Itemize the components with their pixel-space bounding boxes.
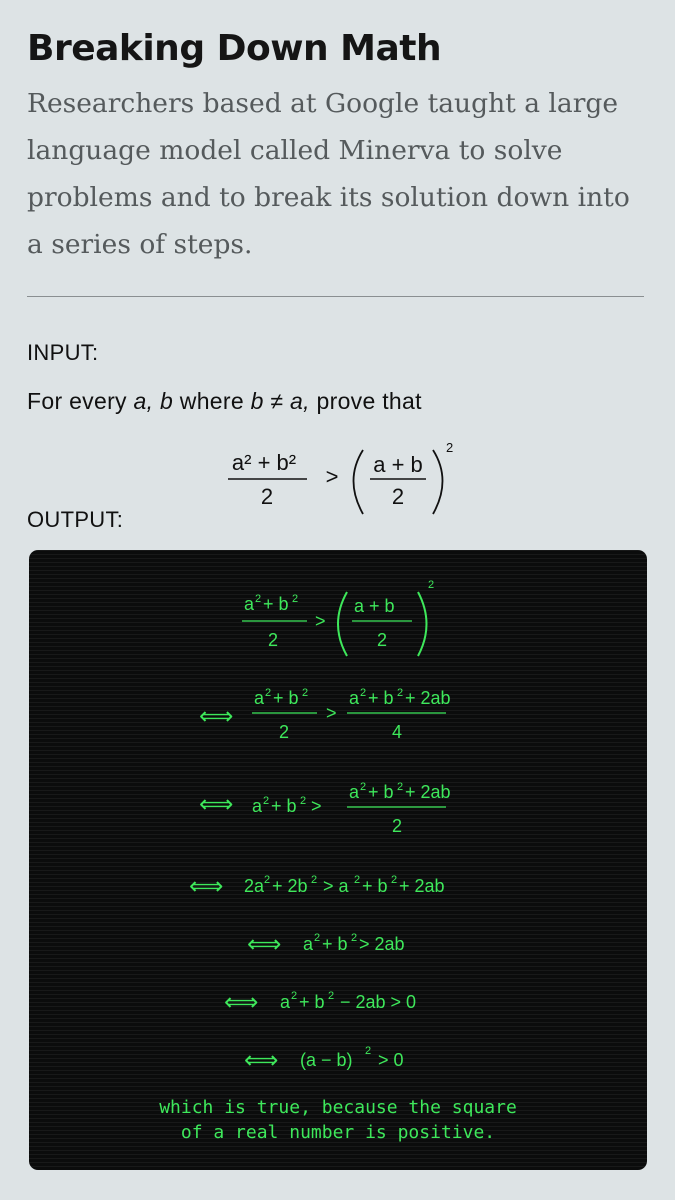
svg-text:a: a <box>254 688 265 708</box>
prompt-suffix: prove that <box>309 388 422 414</box>
svg-text:2: 2 <box>265 687 272 699</box>
svg-text:⟺: ⟺ <box>224 989 259 1016</box>
svg-text:2: 2 <box>264 874 271 886</box>
svg-text:2: 2 <box>292 593 299 605</box>
svg-text:⟺: ⟺ <box>244 1047 279 1074</box>
output-terminal <box>29 550 647 1170</box>
svg-text:>: > <box>326 703 337 723</box>
iff-arrow-icon <box>244 1047 278 1074</box>
svg-text:2: 2 <box>314 932 321 944</box>
input-lhs-denominator: 2 <box>260 484 274 509</box>
svg-text:2: 2 <box>354 874 361 886</box>
svg-text:2: 2 <box>311 874 318 886</box>
svg-text:2: 2 <box>263 795 270 807</box>
svg-text:2: 2 <box>360 781 367 793</box>
svg-text:2a: 2a <box>244 876 265 896</box>
output-label: OUTPUT: <box>27 507 124 532</box>
svg-text:a: a <box>349 782 360 802</box>
input-rhs-denominator: 2 <box>391 484 405 509</box>
svg-text:(a − b): (a − b) <box>300 1050 353 1070</box>
input-equation <box>220 440 460 524</box>
input-rhs-numerator: a + b <box>373 452 423 477</box>
iff-arrow-icon <box>199 791 233 818</box>
iff-arrow-icon <box>224 989 258 1016</box>
prompt-vars: a, b <box>133 388 174 414</box>
svg-text:2: 2 <box>397 781 404 793</box>
svg-text:2: 2 <box>397 687 404 699</box>
step-4 <box>189 868 499 904</box>
svg-text:2: 2 <box>268 630 279 650</box>
svg-text:2: 2 <box>351 932 358 944</box>
step-5 <box>247 926 447 962</box>
svg-text:a: a <box>303 934 314 954</box>
prompt-mid: where <box>173 388 251 414</box>
svg-text:2: 2 <box>428 579 435 591</box>
input-lhs-numerator: a² + b² <box>231 450 297 475</box>
svg-text:> 0: > 0 <box>378 1050 404 1070</box>
svg-text:a: a <box>349 688 360 708</box>
step-6 <box>224 984 464 1020</box>
intro-line: a series of steps. <box>27 229 253 260</box>
step-3 <box>199 772 489 842</box>
page-title: Breaking Down Math <box>27 28 442 69</box>
svg-text:+ 2ab: + 2ab <box>399 876 445 896</box>
svg-text:2: 2 <box>255 593 262 605</box>
intro-paragraph <box>27 80 652 268</box>
svg-text:2: 2 <box>302 687 309 699</box>
svg-text:+ 2b: + 2b <box>272 876 308 896</box>
svg-text:+ 2ab: + 2ab <box>405 782 451 802</box>
svg-text:+ b: + b <box>362 876 388 896</box>
svg-text:+ b: + b <box>368 782 394 802</box>
input-exponent: 2 <box>446 440 454 455</box>
svg-text:a: a <box>280 992 291 1012</box>
svg-text:⟺: ⟺ <box>199 703 234 730</box>
step-1 <box>234 578 454 663</box>
svg-text:− 2ab > 0: − 2ab > 0 <box>340 992 417 1012</box>
svg-text:2: 2 <box>300 795 307 807</box>
prompt-condition: b ≠ a, <box>250 388 310 414</box>
prompt-prefix: For every <box>27 388 134 414</box>
svg-text:> a: > a <box>323 876 349 896</box>
iff-arrow-icon <box>199 703 233 730</box>
conclusion-text <box>29 1095 647 1145</box>
svg-text:⟺: ⟺ <box>247 931 282 958</box>
step-7 <box>244 1042 444 1078</box>
iff-arrow-icon <box>247 931 281 958</box>
svg-text:2: 2 <box>279 722 290 742</box>
intro-line: language model called Minerva to solve <box>27 135 563 166</box>
step-2 <box>199 680 489 750</box>
intro-line: problems and to break its solution down into <box>27 182 630 213</box>
input-prompt <box>27 388 422 415</box>
svg-text:+ 2ab: + 2ab <box>405 688 451 708</box>
section-divider <box>27 296 644 297</box>
svg-text:> 2ab: > 2ab <box>359 934 405 954</box>
svg-text:2: 2 <box>392 816 403 836</box>
svg-text:2: 2 <box>391 874 398 886</box>
svg-text:>: > <box>311 796 322 816</box>
svg-text:>: > <box>315 611 326 631</box>
svg-text:a + b: a + b <box>354 596 395 616</box>
svg-text:+ b: + b <box>368 688 394 708</box>
svg-text:a: a <box>244 594 255 614</box>
svg-text:2: 2 <box>360 687 367 699</box>
svg-text:4: 4 <box>392 722 403 742</box>
input-label: INPUT: <box>27 340 99 365</box>
svg-text:+ b: + b <box>273 688 299 708</box>
svg-text:+ b: + b <box>263 594 289 614</box>
conclusion-line: of a real number is positive. <box>180 1122 496 1143</box>
conclusion-line: which is true, because the square <box>159 1097 517 1118</box>
svg-text:2: 2 <box>328 990 335 1002</box>
svg-text:2: 2 <box>291 990 298 1002</box>
svg-text:+ b: + b <box>299 992 325 1012</box>
svg-text:+ b: + b <box>271 796 297 816</box>
svg-text:2: 2 <box>365 1045 372 1057</box>
svg-text:2: 2 <box>377 630 388 650</box>
iff-arrow-icon <box>189 873 223 900</box>
input-op: > <box>325 464 339 489</box>
svg-text:⟺: ⟺ <box>199 791 234 818</box>
svg-text:⟺: ⟺ <box>189 873 224 900</box>
svg-text:+ b: + b <box>322 934 348 954</box>
svg-text:a: a <box>252 796 263 816</box>
intro-line: Researchers based at Google taught a large <box>27 88 619 119</box>
